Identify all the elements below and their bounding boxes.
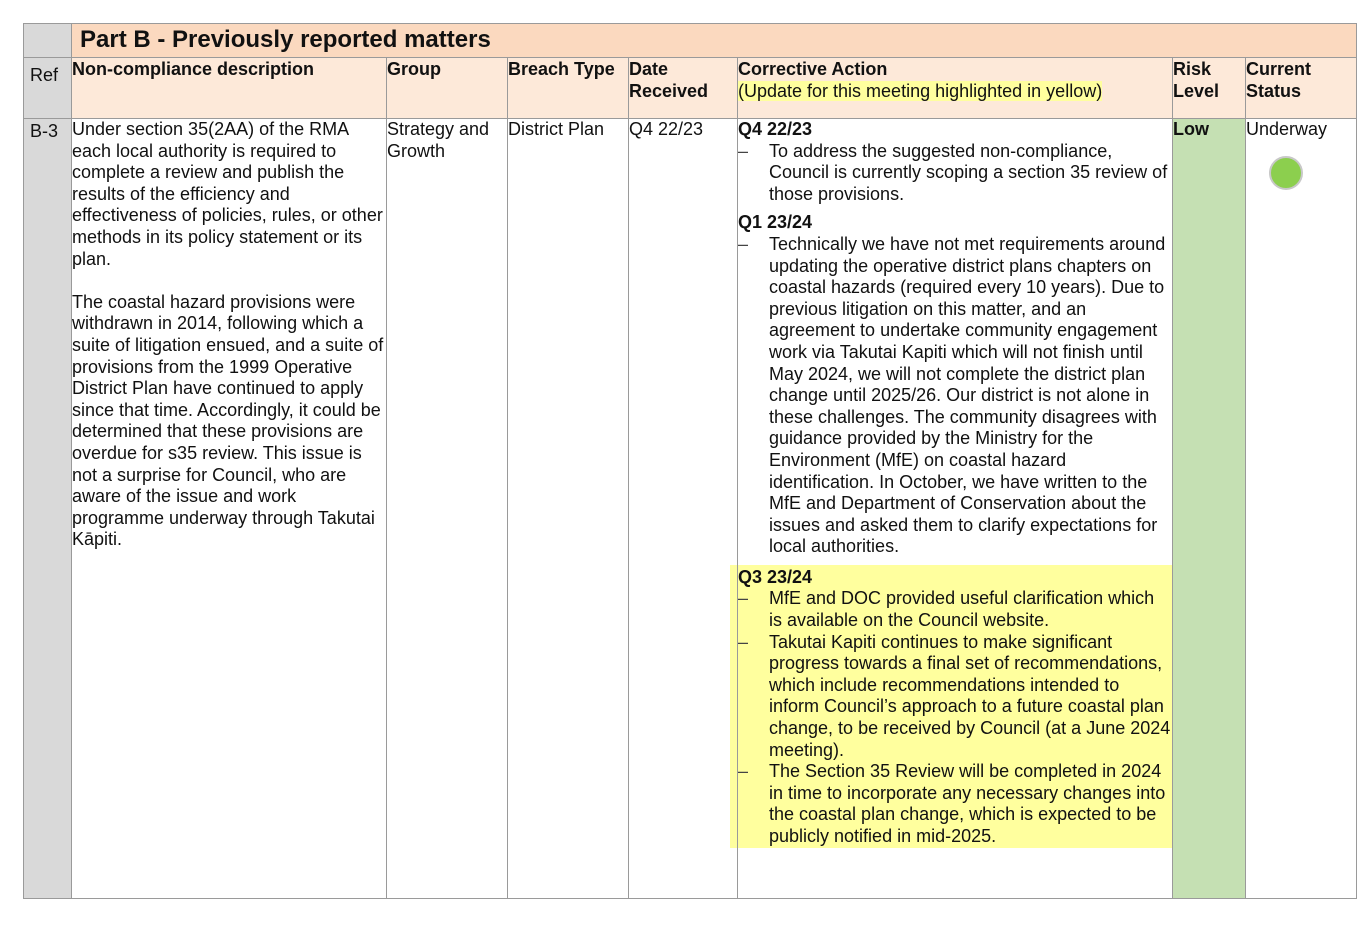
action-item xyxy=(738,632,1172,762)
action-item-text: MfE and DOC provided useful clarification which is available on the Council website. xyxy=(769,588,1155,631)
action-quarter: Q4 22/23 xyxy=(738,119,813,139)
row-description xyxy=(72,119,387,899)
header-group: Group xyxy=(387,58,508,119)
action-item-text: Technically we have not met requirements around updating the operative district plans chapters on coastal hazards (required every 10 years). Due to previous litigation on this matter, and an agreement to undertake community engagement work via Takutai Kapiti which will not finish until May 2024, we will not complete the district plan change until 2025/26. Our district is not alone in these challenges. The community disagrees with guidance provided by the Ministry for the Environment (MfE) on coastal hazard identification. In October, we have written to the MfE and Department of Conservation about the issues and asked them to clarify expectations for local authorities. xyxy=(769,233,1166,557)
bullet-dash: – xyxy=(738,233,749,254)
description-paragraph: The coastal hazard provisions were withdrawn in 2014, following which a suite of litigation ensued, and a suite of provisions from the 1999 Operative District Plan have continued to apply since that time. Accordingly, it could be determined that these provisions are overdue for s35 review. This issue is not a surprise for Council, who are aware of the issue and work programme underway through Takutai Kāpiti. xyxy=(72,291,384,550)
row-group: Strategy and Growth xyxy=(387,119,508,899)
header-ref: Ref xyxy=(24,58,72,119)
row-breach-type: District Plan xyxy=(508,119,629,899)
row-corrective-action xyxy=(738,119,1173,899)
header-breach-type: Breach Type xyxy=(508,58,629,119)
header-date-received: Date Received xyxy=(629,58,738,119)
action-item xyxy=(738,761,1172,847)
action-block-q3-23-24-highlighted xyxy=(730,565,1180,848)
header-corrective-action xyxy=(738,58,1173,119)
status-indicator-icon xyxy=(1269,156,1303,190)
part-title-row xyxy=(24,24,1357,58)
action-item-text: To address the suggested non-compliance, Council is currently scoping a section 35 review of those provisions. xyxy=(769,140,1168,204)
bullet-dash: – xyxy=(738,761,749,782)
action-item-text: The Section 35 Review will be completed in 2024 in time to incorporate any necessary changes into the coastal plan change, which is expected to be publicly notified in mid-2025. xyxy=(769,761,1166,846)
row-risk-level: Low xyxy=(1173,119,1246,899)
action-block-q4-22-23 xyxy=(738,119,1172,205)
table-row xyxy=(24,119,1357,899)
row-ref: B-3 xyxy=(24,119,72,899)
action-list xyxy=(738,588,1172,847)
header-current-status: Current Status xyxy=(1246,58,1357,119)
bullet-dash: – xyxy=(738,588,749,609)
status-text: Underway xyxy=(1246,119,1328,139)
action-item xyxy=(738,141,1172,206)
previously-reported-matters-table xyxy=(23,23,1357,899)
action-quarter: Q3 23/24 xyxy=(738,566,813,587)
action-block-q1-23-24 xyxy=(738,212,1172,558)
header-row xyxy=(24,58,1357,119)
row-current-status xyxy=(1246,119,1357,899)
part-title-ref-cell xyxy=(24,24,72,58)
header-corrective-action-title: Corrective Action xyxy=(738,59,888,79)
description-paragraph: Under section 35(2AA) of the RMA each local authority is required to complete a review and publish the results of the efficiency and effectiveness of policies, rules, or other methods in its policy statement or its plan. xyxy=(72,119,383,269)
action-list xyxy=(738,234,1172,558)
action-item-text: Takutai Kapiti continues to make significant progress towards a final set of recommendations, which include recommendations intended to inform Council’s approach to a future coastal plan change, to be received by Council (at a June 2024 meeting). xyxy=(769,631,1171,760)
part-title: Part B - Previously reported matters xyxy=(72,24,1357,58)
header-description: Non-compliance description xyxy=(72,58,387,119)
bullet-dash: – xyxy=(738,631,749,652)
action-item xyxy=(738,234,1172,558)
header-risk-level: Risk Level xyxy=(1173,58,1246,119)
action-item xyxy=(738,588,1172,631)
row-date-received: Q4 22/23 xyxy=(629,119,738,899)
action-list xyxy=(738,141,1172,206)
action-quarter: Q1 23/24 xyxy=(738,212,813,233)
header-corrective-action-note: (Update for this meeting highlighted in yellow) xyxy=(738,81,1103,101)
bullet-dash: – xyxy=(738,140,749,161)
